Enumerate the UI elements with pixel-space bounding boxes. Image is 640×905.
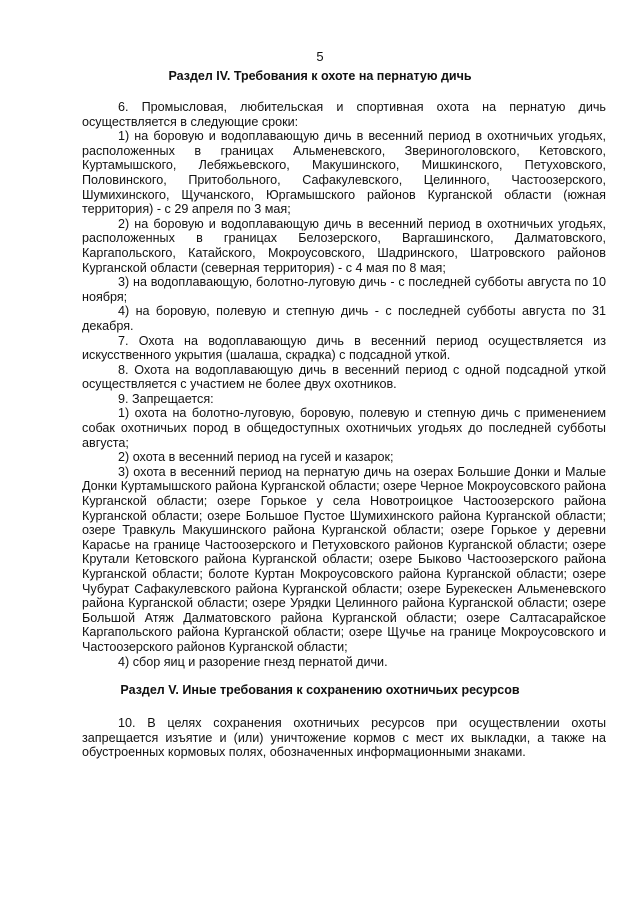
section-5-body <box>82 716 606 760</box>
paragraph-6-item-3: 3) на водоплавающую, болотно-луговую дичь - с последней субботы августа по 10 ноября; <box>82 275 606 304</box>
paragraph-9-item-1: 1) охота на болотно-луговую, боровую, полевую и степную дичь с применением собак охотничьих пород в общедоступных охотничьих угодьях до последней субботы августа; <box>82 406 606 450</box>
paragraph-6: 6. Промысловая, любительская и спортивная охота на пернатую дичь осуществляется в следующие сроки: <box>82 100 606 129</box>
paragraph-6-item-4: 4) на боровую, полевую и степную дичь - с последней субботы августа по 31 декабря. <box>82 304 606 333</box>
paragraph-6-item-2: 2) на боровую и водоплавающую дичь в весенний период в охотничьих угодьях, расположенных в границах Белозерского, Варгашинского, Далматовского, Каргапольского, Катайского, Мокроусовского, Шадринского, Шатровского районов Курганской области (северная территория) - с 4 мая по 8 мая; <box>82 216 606 275</box>
paragraph-10: 10. В целях сохранения охотничьих ресурсов при осуществлении охоты запрещается изъятие и (или) уничтожение кормов с мест их выкладки, а также на обустроенных кормовых полях, обозначенных информационными знаками. <box>82 716 606 760</box>
section-4-title: Раздел IV. Требования к охоте на пернатую дичь <box>168 69 472 83</box>
paragraph-9-item-2: 2) охота в весенний период на гусей и казарок; <box>118 450 394 465</box>
paragraph-7: 7. Охота на водоплавающую дичь в весенний период осуществляется из искусственного укрытия (шалаша, скрадка) с подсадной уткой. <box>82 333 606 363</box>
section-4-body <box>82 100 606 669</box>
paragraph-9: 9. Запрещается: <box>118 391 214 406</box>
page-number: 5 <box>316 49 324 64</box>
paragraph-9-item-4: 4) сбор яиц и разорение гнезд пернатой дичи. <box>118 654 388 669</box>
section-5-title: Раздел V. Иные требования к сохранению охотничьих ресурсов <box>120 683 520 697</box>
paragraph-6-item-1: 1) на боровую и водоплавающую дичь в весенний период в охотничьих угодьях, расположенных в границах Альменевского, Звериноголовского, Кетовского, Куртамышского, Лебяжьевского, Макушинского, Мишкинского, Петуховского, Половинского, Притобольного, Сафакулевского, Целинного, Частоозерского, Шумихинского, Щучанского, Юргамышского районов Курганской области (южная территория) - с 29 апреля по 3 мая; <box>82 129 606 217</box>
paragraph-9-item-3: 3) охота в весенний период на пернатую дичь на озерах Большие Донки и Малые Донки Куртамышского района Курганской области; озере Черное Мокроусовского района Курганской области; озере Горькое у села Новотроицкое Частоозерского района Курганской области; озере Большое Пустое Шумихинского района Курганской области; озере Травкуль Макушинского района Курганской области; озере Горькое у деревни Карасье на границе Частоозерского и Петуховского районов Курганской области; озере Крутали Кетовского района Курганской области; озере Быково Частоозерского района Курганской области; болоте Куртан Мокроусовского района Курганской области; озере Чубурат Сафакулевского района Курганской области; озере Бурекескен Альменевского района Курганской области; озере Урядки Целинного района Курганской области; озере Большой Атяж Далматовского района Курганской области; озере Салтасарайское Каргапольского района Курганской области; озере Щучье на границе Мокроусовского и Частоозерского районов Курганской области; <box>82 464 606 654</box>
paragraph-8: 8. Охота на водоплавающую дичь в весенний период с одной подсадной уткой осуществляется с участием не более двух охотников. <box>82 362 606 392</box>
